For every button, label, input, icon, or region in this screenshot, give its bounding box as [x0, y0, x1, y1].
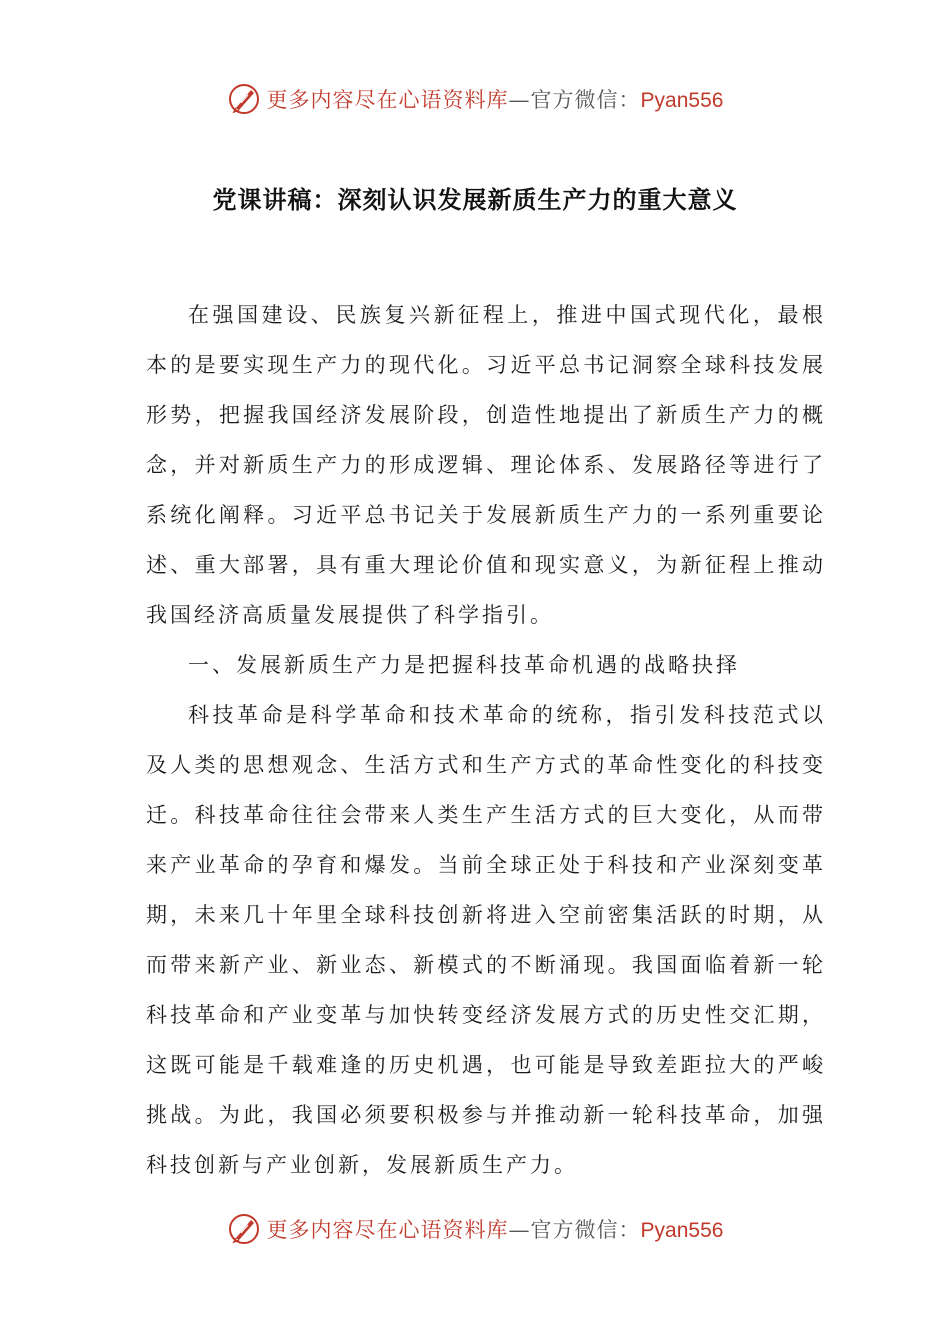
- paragraph-section-1: 科技革命是科学革命和技术革命的统称，指引发科技范式以及人类的思想观念、生活方式和生产方式的革命性变化的科技变迁。科技革命往往会带来人类生产生活方式的巨大变化，从而带来产业革命的孕育和爆发。当前全球正处于科技和产业深刻变革期，未来几十年里全球科技创新将进入空前密集活跃的时期，从而带来新产业、新业态、新模式的不断涌现。我国面临着新一轮科技革命和产业变革与加快转变经济发展方式的历史性交汇期，这既可能是千载难逢的历史机遇，也可能是导致差距拉大的严峻挑战。为此，我国必须要积极参与并推动新一轮科技革命，加强科技创新与产业创新，发展新质生产力。: [146, 703, 826, 1177]
- quill-pen-logo-icon: [227, 82, 261, 116]
- header-banner-main: 更多内容尽在心语资料库: [266, 88, 509, 112]
- header-banner-official: 官方微信：: [530, 88, 641, 112]
- header-banner-text: [267, 84, 724, 114]
- paragraph-intro: 在强国建设、民族复兴新征程上，推进中国式现代化，最根本的是要实现生产力的现代化。习近平总书记洞察全球科技发展形势，把握我国经济发展阶段，创造性地提出了新质生产力的概念，并对新质生产力的形成逻辑、理论体系、发展路径等进行了系统化阐释。习近平总书记关于发展新质生产力的一系列重要论述、重大部署，具有重大理论价值和现实意义，为新征程上推动我国经济高质量发展提供了科学指引。: [146, 303, 826, 627]
- quill-pen-logo-icon: [227, 1212, 261, 1246]
- footer-banner-wechat-id: Pyan556: [640, 1219, 724, 1242]
- footer-banner-dash: —: [508, 1218, 531, 1242]
- header-banner-dash: —: [508, 88, 531, 112]
- footer-banner-main: 更多内容尽在心语资料库: [266, 1218, 509, 1242]
- header-banner-wechat-id: Pyan556: [640, 89, 724, 112]
- footer-banner: [0, 1212, 950, 1246]
- document-body: [146, 290, 826, 1190]
- section-heading-1: 一、发展新质生产力是把握科技革命机遇的战略抉择: [188, 653, 740, 677]
- header-banner: [0, 82, 950, 116]
- document-title: 党课讲稿：深刻认识发展新质生产力的重大意义: [212, 185, 738, 214]
- footer-banner-official: 官方微信：: [530, 1218, 641, 1242]
- footer-banner-text: [267, 1214, 724, 1244]
